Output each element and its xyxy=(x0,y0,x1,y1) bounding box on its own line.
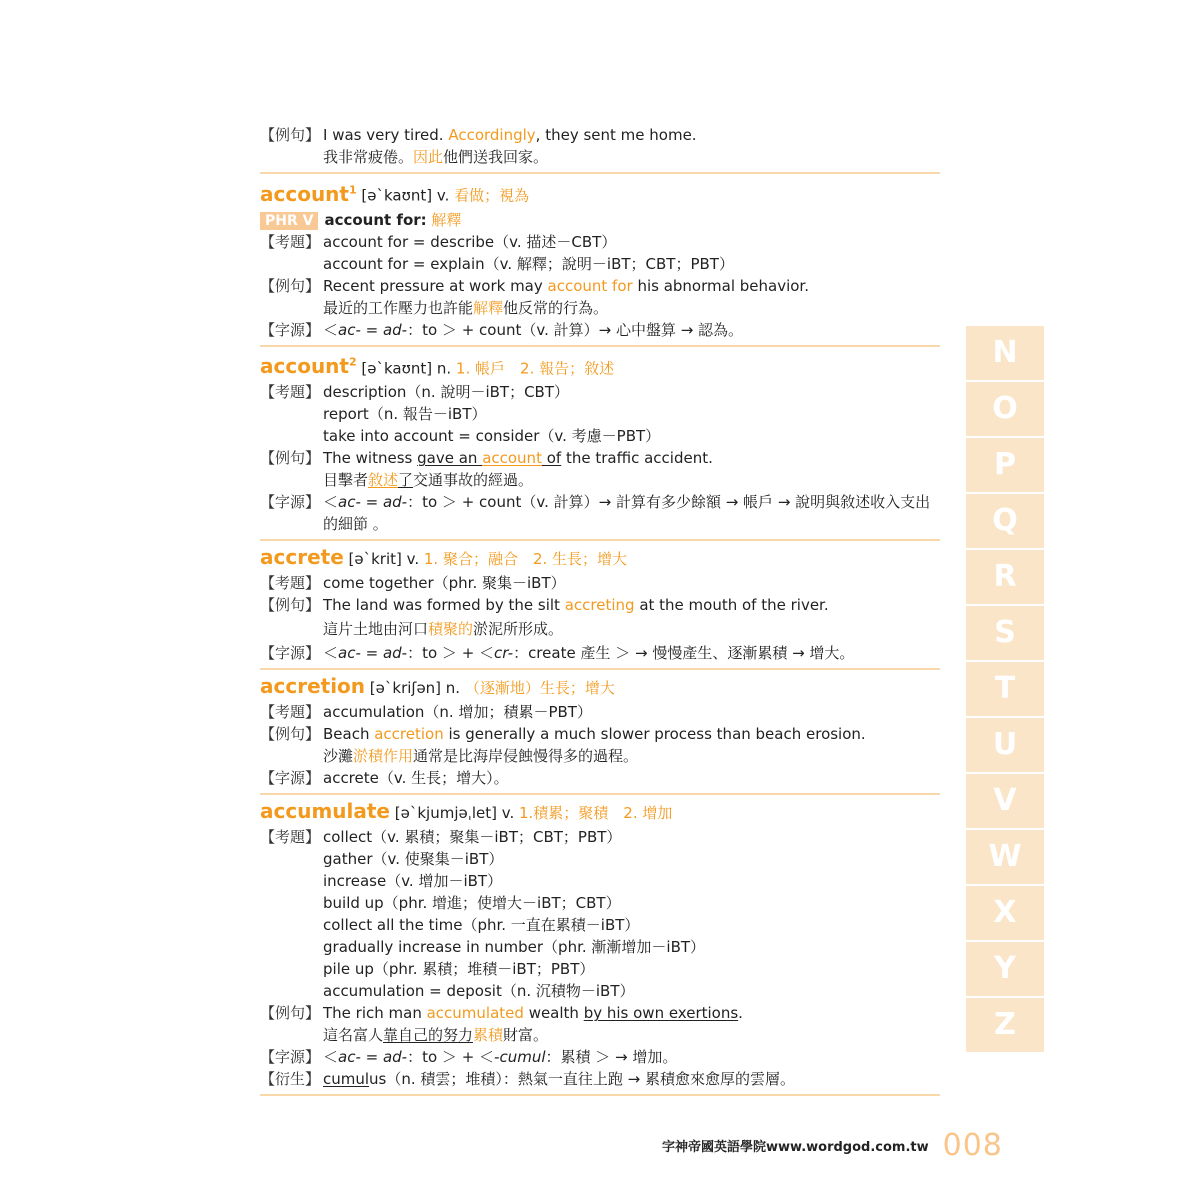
example-sentence: 【例句】 The land was formed by the silt accreting at the mouth of the river. xyxy=(260,596,829,615)
tab-u[interactable]: U xyxy=(966,718,1044,772)
tab-o[interactable]: O xyxy=(966,382,1044,436)
divider xyxy=(260,793,940,795)
tab-n[interactable]: N xyxy=(966,326,1044,380)
test-item: 【考題】 accumulation（n. 增加；積累－PBT） xyxy=(260,703,592,722)
tab-s[interactable]: S xyxy=(966,606,1044,660)
derivative: 【衍生】 cumulus（n. 積雲；堆積）：熱氣一直往上跑 → 累積愈來愈厚的雲層。 xyxy=(260,1070,796,1089)
test-item: 【考題】 description（n. 說明－iBT；CBT） xyxy=(260,383,569,402)
test-item: gradually increase in number（phr. 漸漸增加－iBT） xyxy=(323,938,706,957)
dictionary-page xyxy=(260,124,940,1099)
test-item: pile up（phr. 累積；堆積－iBT；PBT） xyxy=(323,960,595,979)
example-sentence: 【例句】 I was very tired. Accordingly, they sent me home. xyxy=(260,126,697,144)
example-translation: 沙灘淤積作用通常是比海岸侵蝕慢得多的過程。 xyxy=(323,747,639,766)
tag-example: 【例句】 xyxy=(260,126,321,144)
test-item: gather（v. 使聚集－iBT） xyxy=(323,850,504,869)
tab-r[interactable]: R xyxy=(966,550,1044,604)
headword: account$^2$ xyxy=(260,354,357,379)
test-item: 【考題】 come together（phr. 聚集－iBT） xyxy=(260,574,566,593)
tab-t[interactable]: T xyxy=(966,662,1044,716)
test-item: build up（phr. 增進；使增大－iBT；CBT） xyxy=(323,894,621,913)
page-footer xyxy=(662,1128,1032,1163)
entry-header: account$^1$ [ə`kaʊnt] v. 看做；視為 xyxy=(260,181,530,206)
alphabet-index xyxy=(966,326,1044,1054)
tab-x[interactable]: X xyxy=(966,886,1044,940)
phr-v-badge: PHR V xyxy=(260,212,318,230)
phrasal-verb: PHR V account for: 解釋 xyxy=(260,209,940,231)
test-item: take into account = consider（v. 考慮－PBT） xyxy=(323,427,661,446)
example-translation: 目擊者敘述了交通事故的經過。 xyxy=(323,471,534,490)
headword: accretion xyxy=(260,674,366,699)
headword: account$^1$ xyxy=(260,181,357,206)
entry-header: accumulate [ə`kjumjəˌlet] v. 1.積累；聚積 2. 增加 xyxy=(260,799,673,824)
example-sentence: 【例句】 Beach accretion is generally a much slower process than beach erosion. xyxy=(260,725,866,744)
etymology: 【字源】 ＜ac- = ad-：to ＞ + ＜cr-：create 產生 ＞ → 慢慢產生、逐漸累積 → 增大。 xyxy=(260,644,855,663)
etymology-cont: 的細節 。 xyxy=(323,515,388,534)
entry-header: accrete [ə`krit] v. 1. 聚合；融合 2. 生長；增大 xyxy=(260,545,628,570)
test-item: increase（v. 增加－iBT） xyxy=(323,872,503,891)
example-translation: 這片土地由河口積聚的淤泥所形成。 xyxy=(323,620,564,639)
divider xyxy=(260,1094,940,1096)
example-sentence: 【例句】 The witness gave an account of the traffic accident. xyxy=(260,449,713,468)
example-translation: 最近的工作壓力也許能解釋他反常的行為。 xyxy=(323,298,609,317)
tab-v[interactable]: V xyxy=(966,774,1044,828)
example-sentence: 【例句】 Recent pressure at work may account for his abnormal behavior. xyxy=(260,276,809,295)
test-item: collect all the time（phr. 一直在累積－iBT） xyxy=(323,916,640,935)
test-item: 【考題】 account for = describe（v. 描述－CBT） xyxy=(260,232,617,251)
test-item: 【考題】 collect（v. 累積；聚集－iBT；CBT；PBT） xyxy=(260,828,622,847)
etymology: 【字源】 ＜ac- = ad-：to ＞ + ＜-cumul：累積 ＞ → 增加。 xyxy=(260,1048,678,1067)
entry-header: account$^2$ [ə`kaʊnt] n. 1. 帳戶 2. 報告；敘述 xyxy=(260,354,615,379)
test-item: report（n. 報告－iBT） xyxy=(323,405,487,424)
footer-publisher: 字神帝國英語學院www.wordgod.com.tw xyxy=(662,1140,929,1155)
entry-header: accretion [ə`kriʃən] n. （逐漸地）生長；增大 xyxy=(260,674,615,699)
tab-q[interactable]: Q xyxy=(966,494,1044,548)
tab-w[interactable]: W xyxy=(966,830,1044,884)
divider xyxy=(260,539,940,541)
divider xyxy=(260,668,940,670)
tab-y[interactable]: Y xyxy=(966,942,1044,996)
test-item: account for = explain（v. 解釋；說明－iBT；CBT；PBT） xyxy=(323,254,734,273)
tab-p[interactable]: P xyxy=(966,438,1044,492)
example-translation: 我非常疲倦。因此他們送我回家。 xyxy=(323,148,549,166)
example-sentence: 【例句】 The rich man accumulated wealth by his own exertions. xyxy=(260,1004,743,1023)
example-translation: 這名富人靠自己的努力累積財富。 xyxy=(323,1026,549,1045)
page-number: 008 xyxy=(942,1128,1003,1163)
test-item: accumulation = deposit（n. 沉積物－iBT） xyxy=(323,982,635,1001)
divider xyxy=(260,172,940,174)
etymology: 【字源】 accrete（v. 生長；增大）。 xyxy=(260,769,509,788)
etymology: 【字源】 ＜ac- = ad-：to ＞ + count（v. 計算）→ 計算有多少餘額 → 帳戶 → 說明與敘述收入支出 xyxy=(260,493,931,512)
headword: accumulate xyxy=(260,799,390,824)
divider xyxy=(260,345,940,347)
etymology: 【字源】 ＜ac- = ad-：to ＞ + count（v. 計算）→ 心中盤算 → 認為。 xyxy=(260,320,744,339)
tab-z[interactable]: Z xyxy=(966,998,1044,1052)
headword: accrete xyxy=(260,545,344,570)
